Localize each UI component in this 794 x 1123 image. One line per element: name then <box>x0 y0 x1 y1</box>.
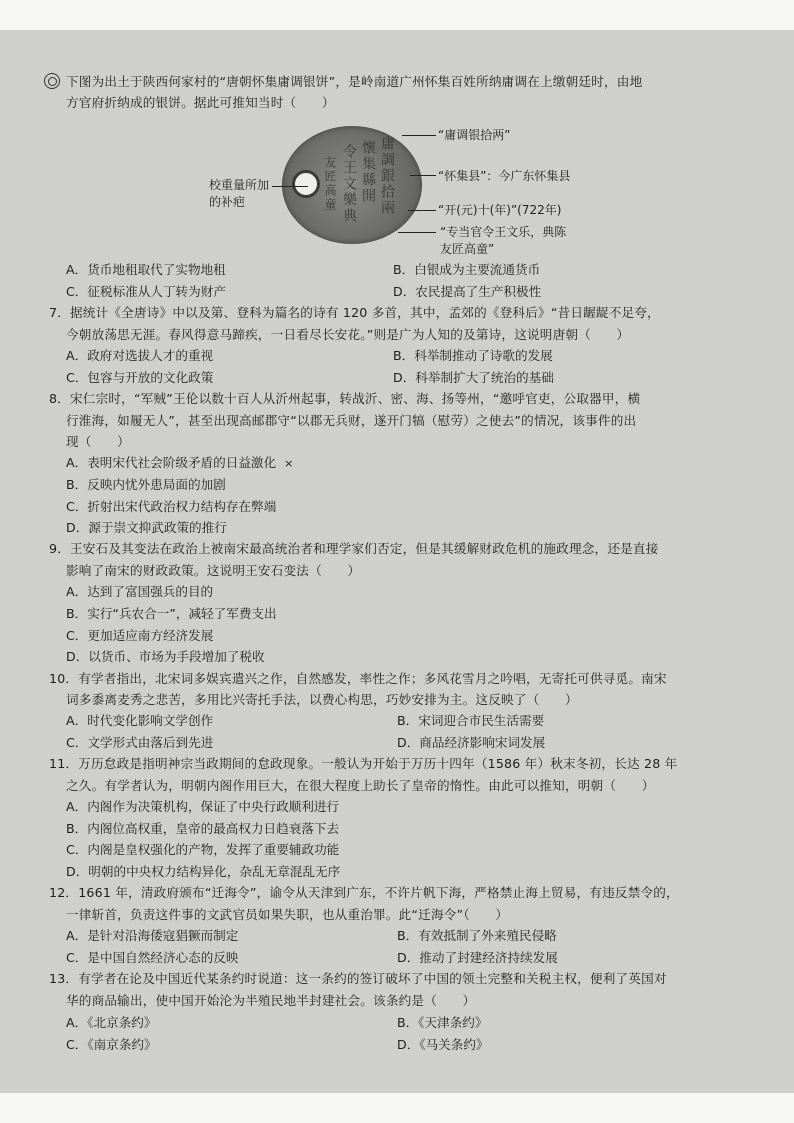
q12-option-b: B．有效抵制了外来殖民侵略 <box>397 928 557 943</box>
arrow-r1-line <box>402 135 436 136</box>
q13-stem-line1: 13．有学者在论及中国近代某条约时说道：这一条约的签订破坏了中国的领土完整和关税主权，便利了英国对 <box>49 971 667 986</box>
q9-option-c: C．更加适应南方经济发展 <box>66 628 214 643</box>
q13-option-a: A．《北京条约》 <box>66 1015 157 1030</box>
figure-label-patch-1: 校重量所加 <box>209 178 270 192</box>
figure-label-r1: “庸调银拾两” <box>438 128 511 142</box>
q7-option-d: D．科举制扩大了统治的基础 <box>393 370 554 385</box>
q11-option-d: D．明朝的中央权力结构异化，杂乱无章混乱无序 <box>66 864 341 879</box>
q8-stem-line1: 8．宋仁宗时，“军贼”王伦以数十百人从沂州起事，转战沂、密、海、扬等州，“邀呼官吏，公取器甲，横 <box>49 391 641 406</box>
q8-option-a <box>66 455 293 472</box>
q12-stem-line1: 12．1661 年，清政府颁布“迁海令”，谕令从天津到广东，不许片帆下海，严格禁止海上贸易，有违反禁令的， <box>49 885 679 900</box>
figure-label-patch-2: 的补疤 <box>209 195 246 209</box>
coin-inscription-col3: 令王文樂典 <box>341 144 357 224</box>
arrow-r3-line <box>408 210 436 211</box>
coin-inscription-col1: 庸調銀拾兩 <box>379 136 395 216</box>
q6-stem-line2: 方官府折纳成的银饼。据此可推知当时（ ） <box>66 95 335 110</box>
q10-option-d: D．商品经济影响宋词发展 <box>397 735 546 750</box>
q7-stem-line1: 7．据统计《全唐诗》中以及第、登科为篇名的诗有 120 多首，其中，孟郊的《登科后》“昔日龌龊不足夸， <box>49 305 660 320</box>
q11-option-b: B．内阁位高权重，皇帝的最高权力日趋衰落下去 <box>66 821 340 836</box>
q13-option-c: C．《南京条约》 <box>66 1037 157 1052</box>
q13-stem-line2: 华的商品输出，使中国开始沦为半殖民地半封建社会。该条约是（ ） <box>66 993 476 1008</box>
q8-option-a-text: A．表明宋代社会阶级矛盾的日益激化 <box>66 455 277 470</box>
q7-option-c: C．包容与开放的文化政策 <box>66 370 214 385</box>
q11-stem-line2: 之久。有学者认为，明朝内阁作用巨大，在很大程度上助长了皇帝的惰性。由此可以推知，明朝（ ） <box>66 778 655 793</box>
q9-option-a: A．达到了富国强兵的目的 <box>66 584 214 599</box>
q7-option-a: A．政府对选拔人才的重视 <box>66 348 214 363</box>
q8-option-b: B．反映内忧外患局面的加剧 <box>66 477 226 492</box>
q10-option-b: B．宋词迎合市民生活需要 <box>397 713 545 728</box>
q6-option-c: C．征税标准从人丁转为财产 <box>66 284 226 299</box>
q11-option-a: A．内阁作为决策机构，保证了中央行政顺利进行 <box>66 799 340 814</box>
q13-option-d: D．《马关条约》 <box>397 1037 489 1052</box>
q9-stem-line1: 9．王安石及其变法在政治上被南宋最高统治者和理学家们否定，但是其缓解财政危机的施政理念，还是直接 <box>49 541 659 556</box>
q10-stem-line1: 10．有学者指出，北宋词多娱宾遣兴之作，自然感发，率性之作；多风花雪月之吟唱，无寄托可供寻觅。南宋 <box>49 671 667 686</box>
q7-stem-line2: 今朝放荡思无涯。春风得意马蹄疾，一日看尽长安花。”则是广为人知的及第诗，这说明唐朝（ ） <box>66 327 630 342</box>
figure-label-r2: “怀集县”：今广东怀集县 <box>438 169 571 183</box>
figure-label-r3: “开(元)十(年)”(722年) <box>438 203 562 217</box>
repair-patch <box>292 170 320 198</box>
q9-option-b: B．实行“兵农合一”，减轻了军费支出 <box>66 606 277 621</box>
handwritten-cross-mark: × <box>284 457 294 470</box>
q11-stem-line1: 11．万历怠政是指明神宗当政期间的怠政现象。一般认为开始于万历十四年（1586 年）秋末冬初，长达 28 年 <box>49 756 678 771</box>
arrow-left-line <box>272 186 308 187</box>
q6-stem-line1: 下图为出土于陕西何家村的“唐朝怀集庸调银饼”，是岭南道广州怀集百姓所纳庸调在上缴朝廷时，由地 <box>66 74 643 89</box>
q6-option-b: B．白银成为主要流通货币 <box>393 262 541 277</box>
coin-inscription-col4: 友匠高童 <box>323 156 337 212</box>
figure-label-r4a: “专当官令王文乐，典陈 <box>440 225 567 239</box>
q6-option-a: A．货币地租取代了实物地租 <box>66 262 226 277</box>
q12-option-c: C．是中国自然经济心态的反映 <box>66 950 239 965</box>
q8-option-d: D．源于崇文抑武政策的推行 <box>66 520 227 535</box>
coin-inscription-col2: 懷集縣開 <box>360 140 376 204</box>
q9-stem-line2: 影响了南宋的财政政策。这说明王安石变法（ ） <box>66 563 361 578</box>
q8-stem-line3: 现（ ） <box>66 434 130 449</box>
arrow-r2-line <box>410 175 436 176</box>
q13-option-b: B．《天津条约》 <box>397 1015 488 1030</box>
question-marker-icon <box>44 73 60 89</box>
q11-option-c: C．内阁是皇权强化的产物，发挥了重要辅政功能 <box>66 842 340 857</box>
figure-label-r4b: 友匠高童” <box>440 242 495 256</box>
q10-option-a: A．时代变化影响文学创作 <box>66 713 214 728</box>
arrow-r4-line <box>398 232 436 233</box>
q12-option-a: A．是针对沿海倭寇猖獗而制定 <box>66 928 239 943</box>
q12-option-d: D．推动了封建经济持续发展 <box>397 950 558 965</box>
q8-stem-line2: 行淮海，如履无人”，甚至出现高邮郡守“以郡无兵财，遂开门犒（慰劳）之使去”的情况，该事件的出 <box>66 413 637 428</box>
q9-option-d: D．以货币、市场为手段增加了税收 <box>66 649 265 664</box>
q10-option-c: C．文学形式由落后到先进 <box>66 735 214 750</box>
silver-cake-image <box>282 126 422 244</box>
q6-option-d: D．农民提高了生产积极性 <box>393 284 542 299</box>
q7-option-b: B．科举制推动了诗歌的发展 <box>393 348 553 363</box>
q10-stem-line2: 词多黍离麦秀之悲苦，多用比兴寄托手法，以费心构思，巧妙安排为主。这反映了（ ） <box>66 692 578 707</box>
q12-stem-line2: 一律斩首，负责这件事的文武官员如果失职，也从重治罪。此“迁海令”（ ） <box>66 907 509 922</box>
q8-option-c: C．折射出宋代政治权力结构存在弊端 <box>66 499 277 514</box>
